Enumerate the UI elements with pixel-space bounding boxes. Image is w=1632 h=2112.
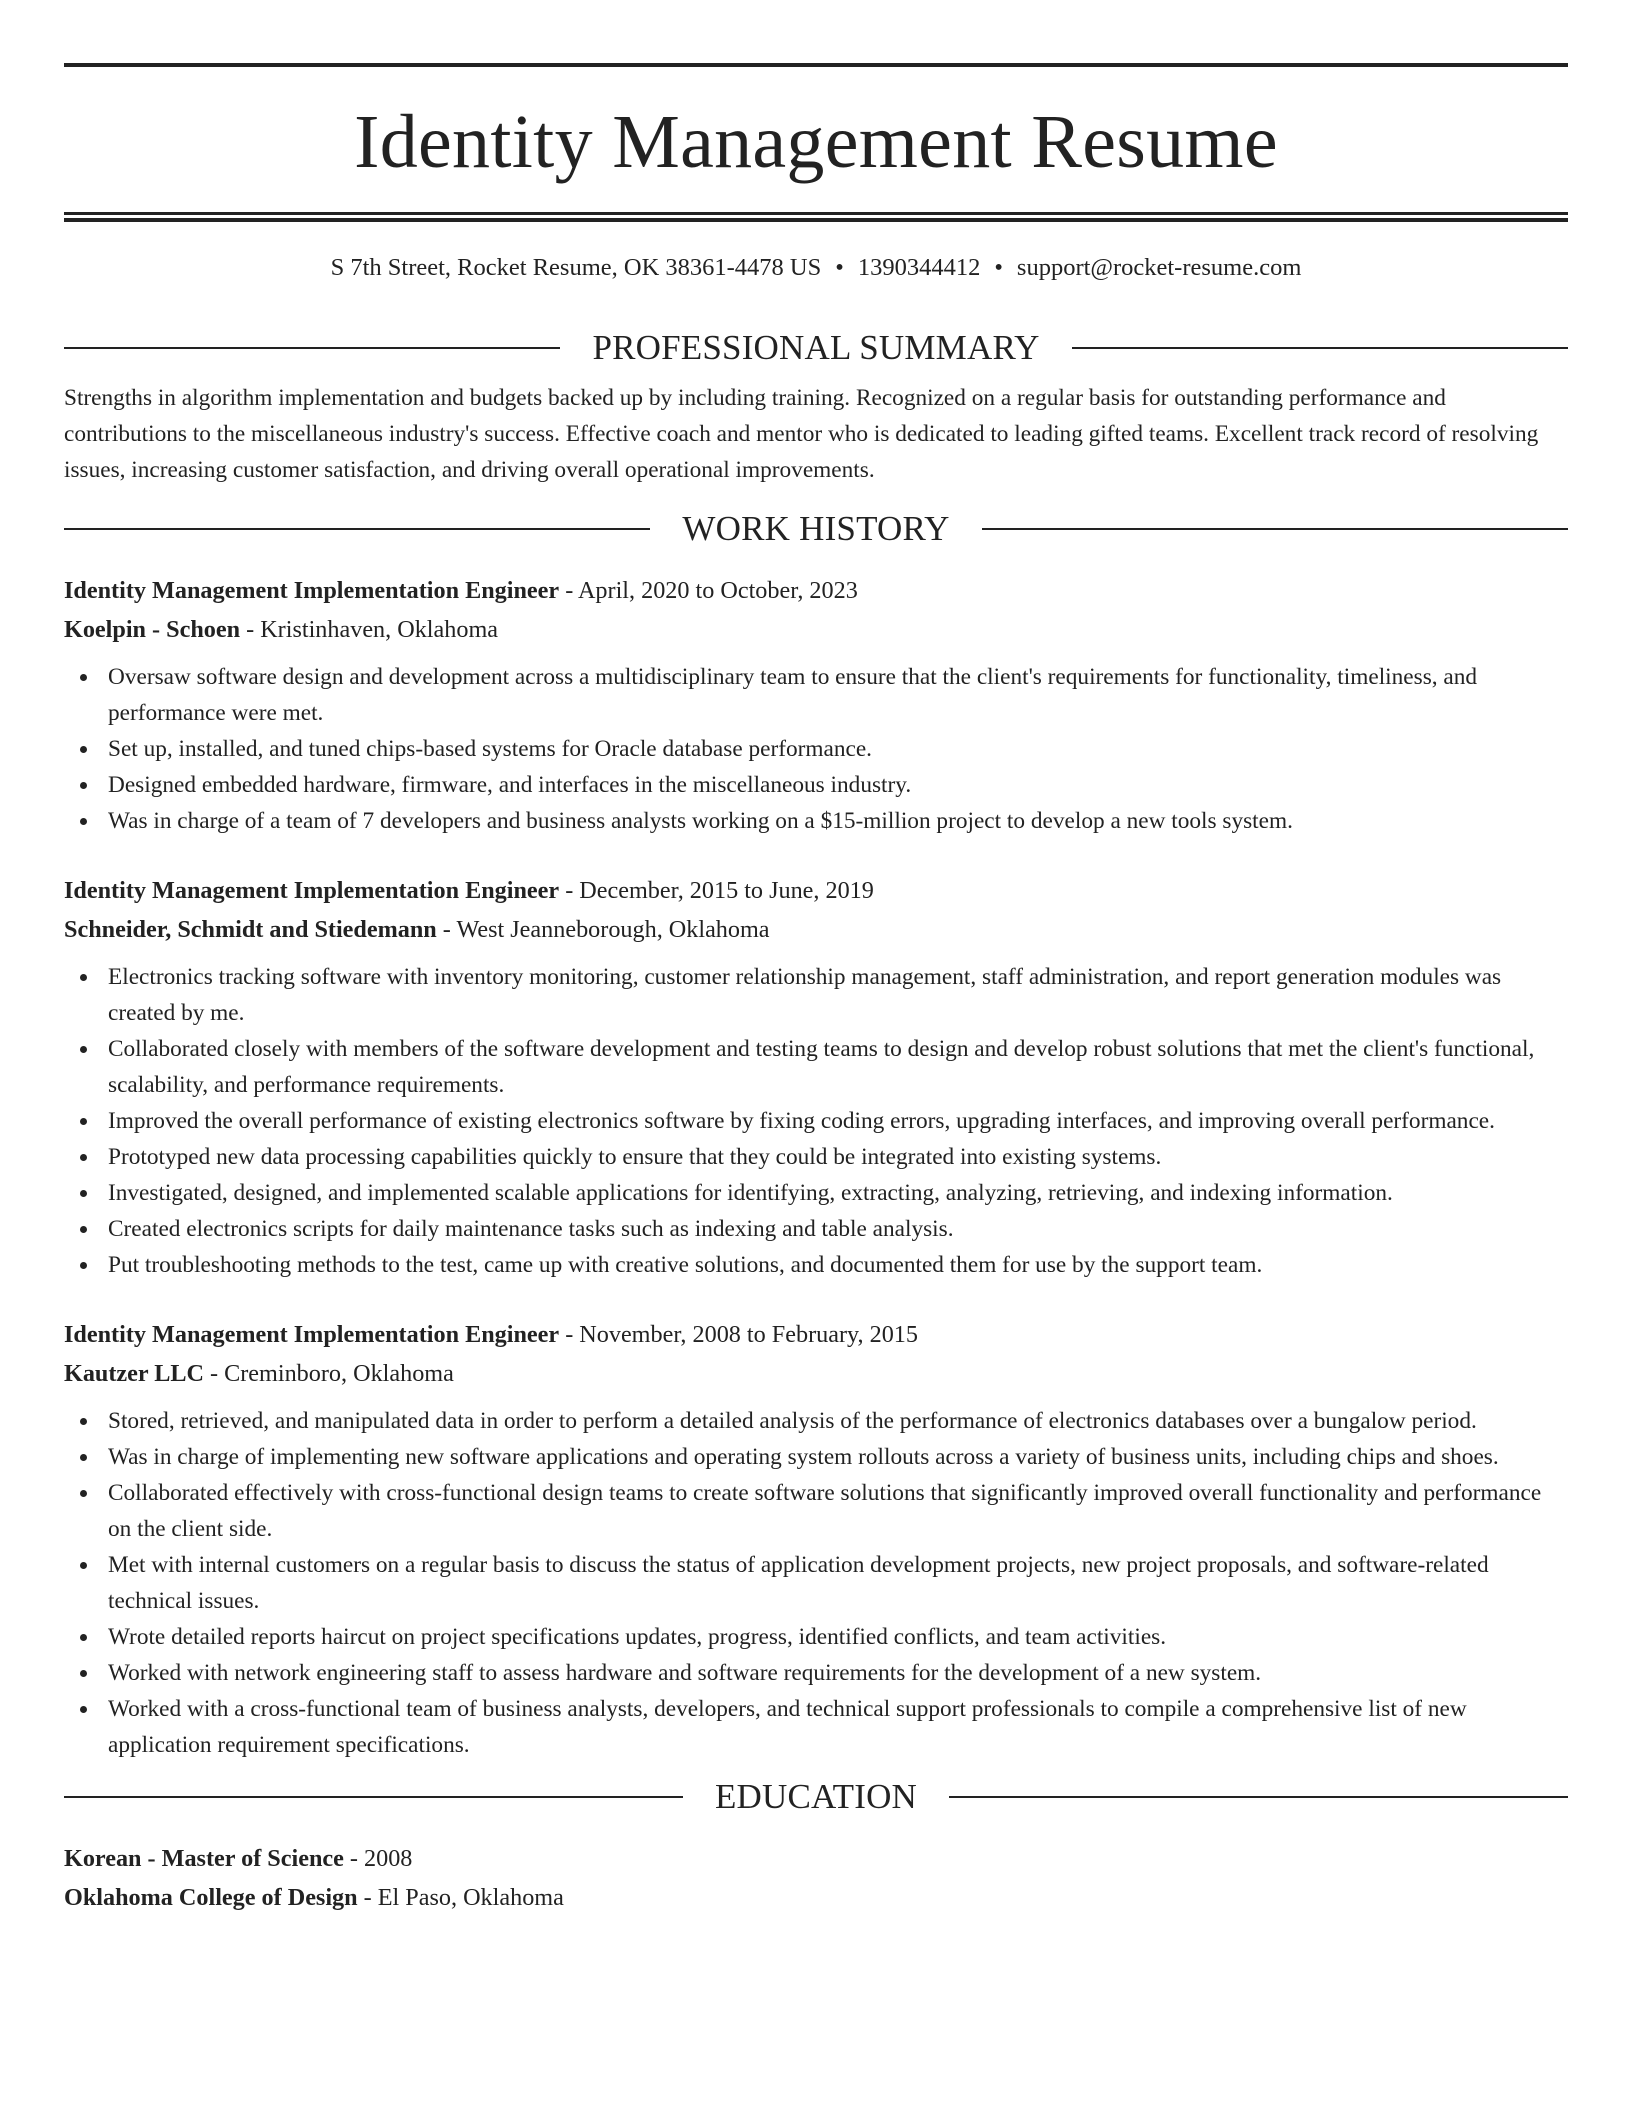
- job-entry: [64, 571, 1568, 839]
- job-company-line: [64, 910, 1568, 949]
- contact-separator: •: [835, 254, 844, 281]
- job-title-line: [64, 871, 1568, 910]
- education-year: - 2008: [343, 1845, 413, 1872]
- resume-page: [0, 63, 1632, 2112]
- job-dates: - December, 2015 to June, 2019: [559, 877, 874, 904]
- job-location: - West Jeanneborough, Oklahoma: [436, 916, 770, 943]
- section-rule-right: [949, 1796, 1568, 1798]
- contact-line: [64, 252, 1568, 284]
- contact-address: S 7th Street, Rocket Resume, OK 38361-4478 US: [330, 254, 822, 281]
- summary-paragraph: Strengths in algorithm implementation and budgets backed up by including training. Recognized on a regular basis for outstanding performance and contributions to the miscellaneous industry's success. Effective coach and mentor who is dedicated to leading gifted teams. Excellent track record of resolving issues, increasing customer satisfaction, and driving overall operational improvements.: [64, 385, 1539, 483]
- bullet-item: Met with internal customers on a regular basis to discuss the status of application development projects, new project proposals, and software-related technical issues.: [64, 1547, 1568, 1619]
- job-dates: - November, 2008 to February, 2015: [559, 1321, 918, 1348]
- job-entry: [64, 1315, 1568, 1763]
- job-bullets: [64, 659, 1568, 839]
- job-entry: [64, 871, 1568, 1283]
- bullet-item: Designed embedded hardware, firmware, and interfaces in the miscellaneous industry.: [64, 767, 1568, 803]
- section-heading-education: [64, 1777, 1568, 1817]
- job-company: Koelpin - Schoen: [64, 616, 241, 643]
- bullet-item: Wrote detailed reports haircut on project specifications updates, progress, identified conflicts, and team activities.: [64, 1619, 1568, 1655]
- job-title: Identity Management Implementation Engineer: [64, 877, 560, 904]
- bullet-item: Investigated, designed, and implemented scalable applications for identifying, extracting, analyzing, retrieving, and indexing information.: [64, 1175, 1568, 1211]
- section-rule-right: [1072, 347, 1568, 349]
- job-bullets: [64, 959, 1568, 1283]
- section-title: EDUCATION: [714, 1777, 918, 1816]
- section-title: WORK HISTORY: [682, 509, 950, 548]
- bullet-item: Collaborated effectively with cross-functional design teams to create software solutions that significantly improved overall functionality and performance on the client side.: [64, 1475, 1568, 1547]
- job-title: Identity Management Implementation Engineer: [64, 1321, 560, 1348]
- bullet-item: Improved the overall performance of existing electronics software by fixing coding errors, upgrading interfaces, and improving overall performance.: [64, 1103, 1568, 1139]
- job-location: - Kristinhaven, Oklahoma: [240, 616, 498, 643]
- job-company: Schneider, Schmidt and Stiedemann: [64, 916, 437, 943]
- section-rule-left: [64, 1796, 683, 1798]
- bullet-item: Stored, retrieved, and manipulated data in order to perform a detailed analysis of the performance of electronics databases over a bungalow period.: [64, 1403, 1568, 1439]
- bullet-item: Prototyped new data processing capabilities quickly to ensure that they could be integrated into existing systems.: [64, 1139, 1568, 1175]
- bullet-item: Worked with network engineering staff to assess hardware and software requirements for the development of a new system.: [64, 1655, 1568, 1691]
- resume-title: Identity Management Resume: [354, 100, 1278, 184]
- top-divider: [64, 63, 1568, 67]
- bullet-item: Worked with a cross-functional team of business analysts, developers, and technical support professionals to compile a comprehensive list of new application requirement specifications.: [64, 1691, 1568, 1763]
- job-title-line: [64, 1315, 1568, 1354]
- contact-email: support@rocket-resume.com: [1016, 254, 1302, 281]
- section-heading-summary: [64, 328, 1568, 368]
- section-rule-right: [982, 528, 1568, 530]
- education-degree-line: [64, 1839, 1568, 1878]
- education-school: Oklahoma College of Design: [64, 1884, 358, 1911]
- contact-separator: •: [994, 254, 1003, 281]
- section-rule-left: [64, 347, 560, 349]
- education-entry: [64, 1839, 1568, 1917]
- job-dates: - April, 2020 to October, 2023: [559, 577, 858, 604]
- job-company: Kautzer LLC: [64, 1360, 204, 1387]
- section-heading-work-history: [64, 509, 1568, 549]
- job-title-line: [64, 571, 1568, 610]
- bullet-item: Was in charge of implementing new software applications and operating system rollouts across a variety of business units, including chips and shoes.: [64, 1439, 1568, 1475]
- bullet-item: Electronics tracking software with inventory monitoring, customer relationship management, staff administration, and report generation modules was created by me.: [64, 959, 1568, 1031]
- job-location: - Creminboro, Oklahoma: [203, 1360, 454, 1387]
- education-location: - El Paso, Oklahoma: [357, 1884, 564, 1911]
- job-title: Identity Management Implementation Engineer: [64, 577, 560, 604]
- section-title: PROFESSIONAL SUMMARY: [592, 328, 1040, 367]
- title-double-divider: [64, 212, 1568, 222]
- bullet-item: Put troubleshooting methods to the test, came up with creative solutions, and documented them for use by the support team.: [64, 1247, 1568, 1283]
- bullet-item: Was in charge of a team of 7 developers and business analysts working on a $15-million project to develop a new tools system.: [64, 803, 1568, 839]
- bullet-item: Oversaw software design and development across a multidisciplinary team to ensure that the client's requirements for functionality, timeliness, and performance were met.: [64, 659, 1568, 731]
- bullet-item: Created electronics scripts for daily maintenance tasks such as indexing and table analysis.: [64, 1211, 1568, 1247]
- job-bullets: [64, 1403, 1568, 1763]
- job-company-line: [64, 1354, 1568, 1393]
- section-rule-left: [64, 528, 650, 530]
- bullet-item: Collaborated closely with members of the software development and testing teams to design and develop robust solutions that met the client's functional, scalability, and performance requirements.: [64, 1031, 1568, 1103]
- contact-phone: 1390344412: [857, 254, 981, 281]
- bullet-item: Set up, installed, and tuned chips-based systems for Oracle database performance.: [64, 731, 1568, 767]
- education-school-line: [64, 1878, 1568, 1917]
- job-company-line: [64, 610, 1568, 649]
- education-degree: Korean - Master of Science: [64, 1845, 344, 1872]
